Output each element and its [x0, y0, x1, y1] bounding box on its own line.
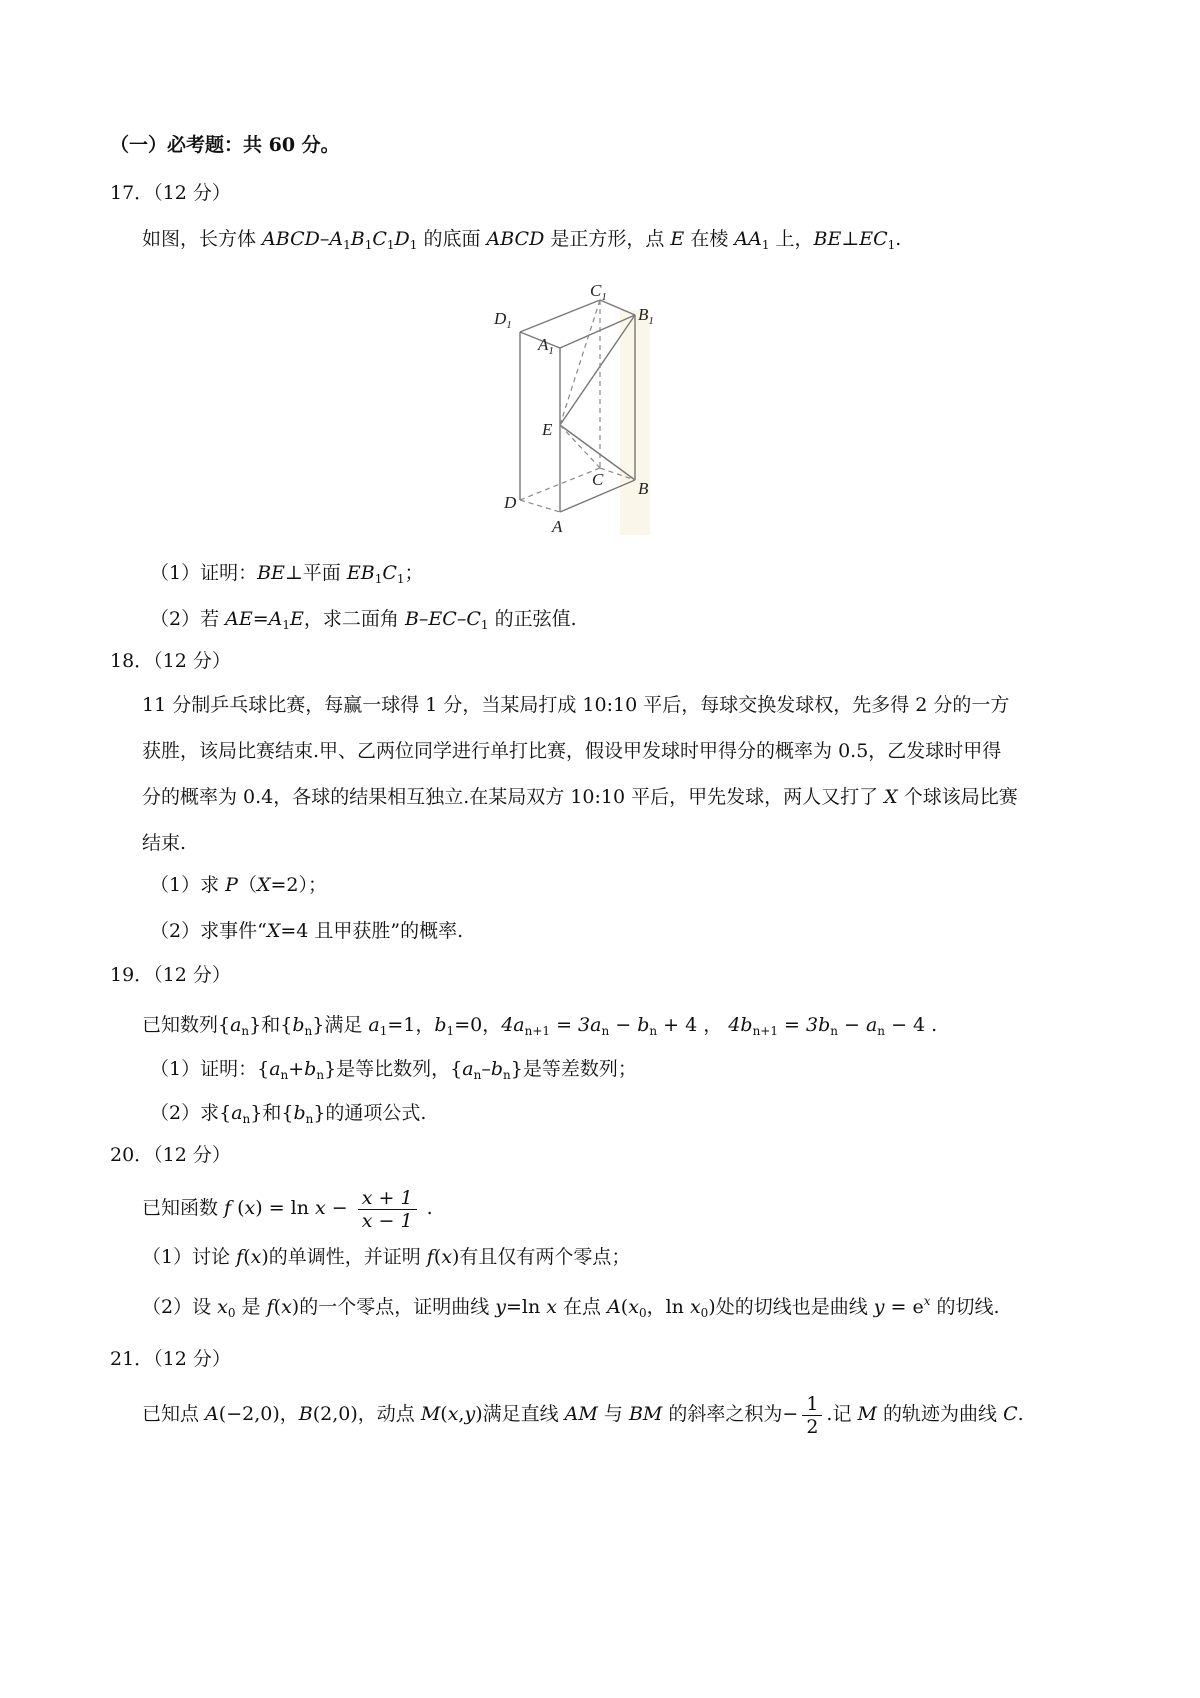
fraction-one-half: $\frac{1}{2}$: [802, 1393, 822, 1438]
label-a: A: [552, 517, 563, 536]
edge-da-hidden: [520, 500, 560, 512]
edge-d1c1: [520, 300, 600, 332]
question-17-part-2: （2）若 $AE=A_1E$，求二面角 $B-EC-C_1$ 的正弦值.: [150, 608, 577, 632]
question-17-number: 17．（12 分）: [110, 182, 231, 204]
fraction-x-plus-1-over-x-minus-1: $\frac{x + 1}{x - 1}$: [358, 1187, 417, 1232]
label-b1: $B_1$: [638, 305, 654, 327]
question-20-part-2: （2）设 $x_0$ 是 f(x)的一个零点，证明曲线 y=ln x 在点 $A(x_0$，$\ln x_0$)处的切线也是曲线 $y = e^x$ 的切线.: [142, 1294, 1000, 1320]
prism-figure: [494, 281, 700, 540]
question-19-number: 19．（12 分）: [110, 964, 231, 986]
question-18-part-2: （2）求事件“X=4 且甲获胜”的概率.: [150, 920, 464, 942]
question-21-statement: 已知点 A(−2,0)，B(2,0)，动点 M(x,y)满足直线 AM 与 BM 的斜率之积为− $\frac{1}{2}$ .记 M 的轨迹为曲线 C.: [142, 1392, 1024, 1438]
question-19-part-2: （2）求$\{a_n\}$和$\{b_n\}$的通项公式.: [150, 1102, 427, 1126]
label-c: C: [592, 470, 604, 489]
section-header: （一）必考题：共 60 分。: [110, 134, 340, 156]
question-20-statement: 已知函数 f (x) = ln x − $\frac{x + 1}{x - 1}$ .: [142, 1186, 433, 1232]
segment-ec1-hidden: [560, 300, 600, 425]
label-d: D: [504, 493, 517, 512]
question-18-part-1: （1）求 P（X=2）；: [150, 874, 327, 896]
label-d1: $D_1$: [494, 309, 512, 331]
label-b: B: [638, 479, 649, 498]
question-18-line-1: 11 分制乒乓球比赛，每赢一球得 1 分，当某局打成 10:10 平后，每球交换发球权，先多得 2 分的一方: [142, 694, 1010, 716]
segment-ec-hidden: [560, 425, 600, 468]
question-19-statement: 已知数列$\{a_n\}$和$\{b_n\}$满足 $a_1=1$，$b_1=0$，$4a_{n+1} = 3a_n - b_n + 4$ ， $4b_{n+1} = 3b_n - a_n - 4$ .: [142, 1014, 938, 1038]
question-18-number: 18．（12 分）: [110, 650, 231, 672]
question-21-number: 21．（12 分）: [110, 1348, 231, 1370]
label-a1: $A_1$: [538, 335, 554, 357]
question-18-line-3: 分的概率为 0.4，各球的结果相互独立.在某局双方 10:10 平后，甲先发球，两人又打了 X 个球该局比赛: [142, 786, 1018, 808]
label-e: E: [542, 420, 553, 439]
label-c1: $C_1$: [590, 281, 607, 303]
question-20-number: 20．（12 分）: [110, 1144, 231, 1166]
question-18-line-4: 结束.: [142, 832, 187, 854]
question-17-intro: 如图，长方体 ABCD–$A_1B_1C_1D_1$ 的底面 ABCD 是正方形，点 E 在棱 $AA_1$ 上，$BE\perp EC_1$.: [142, 228, 902, 252]
question-19-part-1: （1）证明：$\{a_n+b_n\}$是等比数列，$\{a_n-b_n\}$是等差数列；: [150, 1058, 637, 1082]
question-17-part-1: （1）证明：BE⊥平面 $EB_1C_1$；: [150, 562, 424, 586]
question-20-part-1: （1）讨论 f(x)的单调性，并证明 f(x)有且仅有两个零点；: [142, 1246, 631, 1268]
question-18-line-2: 获胜，该局比赛结束.甲、乙两位同学进行单打比赛，假设甲发球时甲得分的概率为 0.5，乙发球时甲得: [142, 740, 1002, 762]
